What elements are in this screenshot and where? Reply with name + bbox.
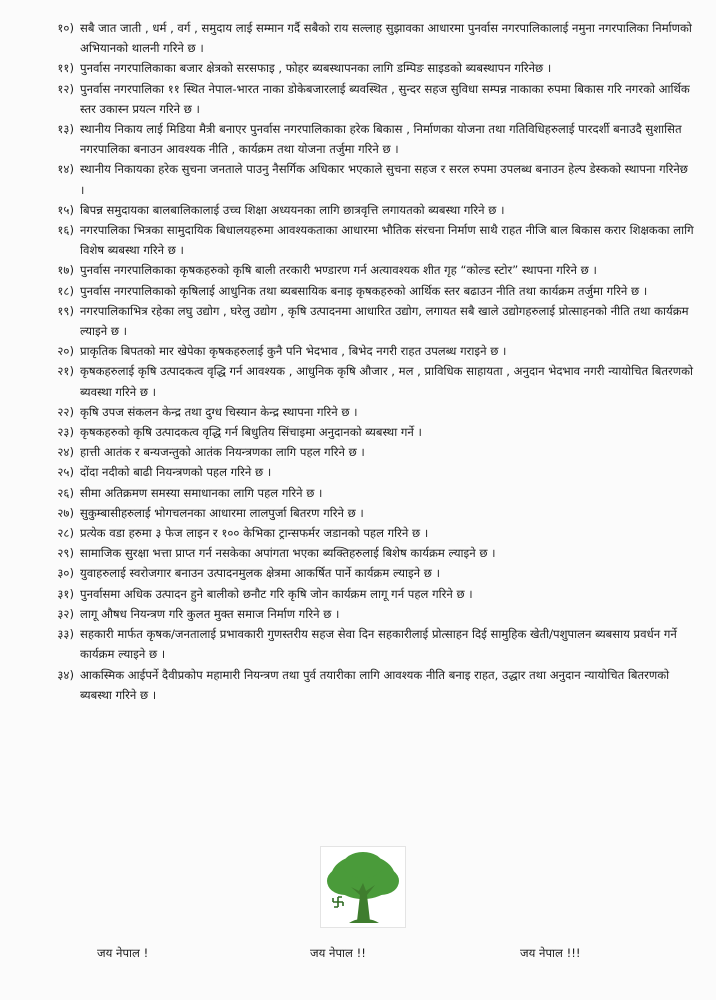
- item-number: २४): [57, 445, 74, 460]
- list-item: [22, 220, 700, 260]
- item-text: पुनर्वास नगरपालिकाका बजार क्षेत्रको सरसफाइ , फोहर ब्यबस्थापनका लागि डम्पिङ साइडको ब्यबस्थापन गरिनेछ ।: [80, 61, 552, 76]
- item-text: प्रत्येक वडा हरुमा ३ फेज लाइन र १०० केभिका ट्रान्सफर्मर जडानको पहल गरिने छ ।: [80, 526, 429, 541]
- list-item: [22, 563, 700, 583]
- item-text: लागू औषध नियन्त्रण गरि कुलत मुक्त समाज निर्माण गरिने छ ।: [80, 606, 340, 621]
- item-number: १७): [57, 263, 74, 278]
- item-number: २२): [57, 404, 74, 419]
- footer-slogan: जय नेपाल !: [97, 946, 149, 960]
- item-number: ३४): [57, 667, 74, 682]
- item-number: १९): [57, 303, 74, 318]
- list-item: [22, 281, 700, 301]
- item-number: २८): [57, 526, 74, 541]
- list-item: [22, 260, 700, 280]
- item-number: १३): [57, 122, 74, 137]
- item-text: पुनर्वासमा अधिक उत्पादन हुने बालीको छनौट गरि कृषि जोन कार्यक्रम लागू गर्न पहल गरिने छ ।: [80, 586, 473, 601]
- party-logo: [320, 846, 406, 928]
- list-item: [22, 462, 700, 482]
- item-text: नगरपालिका भित्रका सामुदायिक बिधालयहरुमा आवश्यकताका आधारमा भौतिक संरचना निर्माण साथै राहत नीजि बाल बिकास करार शिक्षकका लागि विशेष ब्यबस्था गरिने छ ।: [80, 223, 694, 258]
- list-item: [22, 119, 700, 159]
- item-number: २०): [57, 344, 74, 359]
- item-text: सीमा अतिक्रमण समस्या समाधानका लागि पहल गरिने छ ।: [80, 485, 323, 500]
- item-number: ३३): [57, 627, 74, 642]
- item-text: सामाजिक सुरक्षा भत्ता प्राप्त गर्न नसकेका अपांगता भएका ब्यक्तिहरुलाई बिशेष कार्यक्रम ल्याइने छ ।: [80, 546, 496, 561]
- footer-slogan: जय नेपाल !!!: [520, 946, 581, 960]
- item-number: ११): [57, 61, 74, 76]
- list-item: [22, 624, 700, 664]
- item-text: हात्ती आतंक र बन्यजन्तुको आतंक नियन्त्रणका लागि पहल गरिने छ ।: [80, 445, 365, 460]
- list-item: [22, 341, 700, 361]
- item-text: आकस्मिक आईपर्ने दैवीप्रकोप महामारी नियन्त्रण तथा पुर्व तयारीका लागि आवश्यक नीति बनाइ राहत, उद्धार तथा अनुदान न्यायोचित बितरणको ब्यबस्था गरिने छ ।: [80, 667, 670, 702]
- list-item: [22, 402, 700, 422]
- list-item: [22, 18, 700, 58]
- list-item: [22, 523, 700, 543]
- item-number: ३२): [57, 606, 74, 621]
- item-number: १०): [57, 21, 74, 35]
- list-item: [22, 584, 700, 604]
- list-item: [22, 483, 700, 503]
- item-text: सहकारी मार्फत कृषक/जनतालाई प्रभावकारी गुणस्तरीय सहज सेवा दिन सहकारीलाई प्रोत्साहन दिई सामुहिक खेती/पशुपालन ब्यबसाय प्रवर्धन गर्ने कार्यक्रम ल्याइने छ ।: [80, 627, 677, 662]
- item-text: पुनर्वास नगरपालिकाको कृषिलाई आधुनिक तथा ब्यबसायिक बनाइ कृषकहरुको आर्थिक स्तर बढाउन नीति तथा कार्यक्रम तर्जुमा गरिने छ ।: [80, 283, 648, 298]
- list-item: [22, 159, 700, 199]
- item-number: ३०): [57, 566, 74, 581]
- list-item: [22, 361, 700, 401]
- item-number: २७): [57, 505, 74, 520]
- item-number: १५): [57, 202, 74, 217]
- list-item: [22, 301, 700, 341]
- list-item: [22, 604, 700, 624]
- item-text: नगरपालिकाभित्र रहेका लघु उद्योग , घरेलु उद्योग , कृषि उत्पादनमा आधारित उद्योग, लगायत सबै खाले उद्योगहरुलाई प्रोत्साहनको नीति तथा कार्यक्रम ल्याइने छ ।: [80, 303, 689, 339]
- item-number: २५): [57, 465, 74, 480]
- footer-slogan: जय नेपाल !!: [310, 946, 366, 960]
- item-number: १४): [57, 162, 74, 177]
- item-text: बिपन्न समुदायका बालबालिकालाई उच्च शिक्षा अध्ययनका लागि छात्रवृत्ति लगायतको ब्यबस्था गरिने छ ।: [80, 202, 505, 217]
- item-number: १२): [57, 81, 74, 96]
- list-item: [22, 422, 700, 442]
- item-number: २६): [57, 485, 74, 500]
- item-number: २१): [57, 364, 74, 379]
- list-item: [22, 543, 700, 563]
- item-text: युवाहरुलाई स्वरोजगार बनाउन उत्पादनमुलक क्षेत्रमा आकर्षित पार्ने कार्यक्रम ल्याइने छ ।: [80, 566, 440, 581]
- item-text: कृषकहरुलाई कृषि उत्पादकत्व वृद्धि गर्न आवश्यक , आधुनिक कृषि औजार , मल , प्राविधिक साहायता , अनुदान भेदभाव नगरी न्यायोचित बितरणको ब्यवस्था गरिने छ ।: [80, 364, 693, 399]
- item-number: २३): [57, 425, 74, 440]
- item-text: स्थानीय निकाय लाई मिडिया मैत्री बनाएर पुनर्वास नगरपालिकाका हरेक बिकास , निर्माणका योजना तथा गतिविधिहरुलाई पारदर्शी बनाउदै सुशासित नगरपालिका बनाउन आवश्यक नीति , कार्यक्रम तथा योजना तर्जुमा गरिने छ ।: [80, 122, 682, 157]
- item-text: दोंदा नदीको बाढी नियन्त्रणको पहल गरिने छ ।: [80, 465, 272, 480]
- list-item: [22, 442, 700, 462]
- item-text: सुकुम्बासीहरुलाई भोगचलनका आधारमा लालपुर्जा बितरण गरिने छ ।: [80, 505, 364, 520]
- list-item: [22, 503, 700, 523]
- list-item: [22, 200, 700, 220]
- list-item: [22, 58, 700, 78]
- item-text: प्राकृतिक बिपतको मार खेपेका कृषकहरुलाई कुनै पनि भेदभाव , बिभेद नगरी राहत उपलब्ध गराइने छ ।: [80, 344, 507, 359]
- list-item: [22, 79, 700, 119]
- item-text: कृषकहरुको कृषि उत्पादकत्व वृद्धि गर्न बिधुतिय सिंचाइमा अनुदानको ब्यबस्था गर्ने ।: [80, 425, 422, 440]
- item-text: पुनर्वास नगरपालिकाका कृषकहरुको कृषि बाली तरकारी भण्डारण गर्न अत्यावश्यक शीत गृह “कोल्ड स्टोर” स्थापना गरिने छ ।: [80, 263, 597, 278]
- tree-symbol-icon: [321, 847, 405, 927]
- item-number: ३१): [57, 586, 74, 601]
- item-text: सबै जात जाती , धर्म , वर्ग , समुदाय लाई सम्मान गर्दै सबैको राय सल्लाह सुझावका आधारमा पुनर्वास नगरपालिकालाई नमुना नगरपालिका निर्माणको अभियानको थालनी गरिने छ ।: [80, 21, 692, 56]
- item-text: स्थानीय निकायका हरेक सुचना जनताले पाउनु नैसर्गिक अधिकार भएकाले सुचना सहज र सरल रुपमा उपलब्ध बनाउन हेल्प डेस्कको स्थापना गरिनेछ ।: [80, 162, 688, 197]
- item-number: २९): [57, 546, 74, 561]
- swastika-symbol: [331, 895, 345, 909]
- list-item: [22, 665, 700, 705]
- item-number: १८): [57, 283, 74, 298]
- item-text: पुनर्वास नगरपालिका ११ स्थित नेपाल-भारत नाका डोकेबजारलाई ब्यवस्थित , सुन्दर सहज सुविधा सम्पन्न नाकाका रुपमा बिकास गरि नगरको आर्थिक स्तर उकास्न प्रयत्न गरिने छ ।: [80, 81, 690, 116]
- document-body: [22, 18, 700, 705]
- item-text: कृषि उपज संकलन केन्द्र तथा दुग्ध चिस्यान केन्द्र स्थापना गरिने छ ।: [80, 404, 358, 419]
- item-number: १६): [57, 223, 74, 238]
